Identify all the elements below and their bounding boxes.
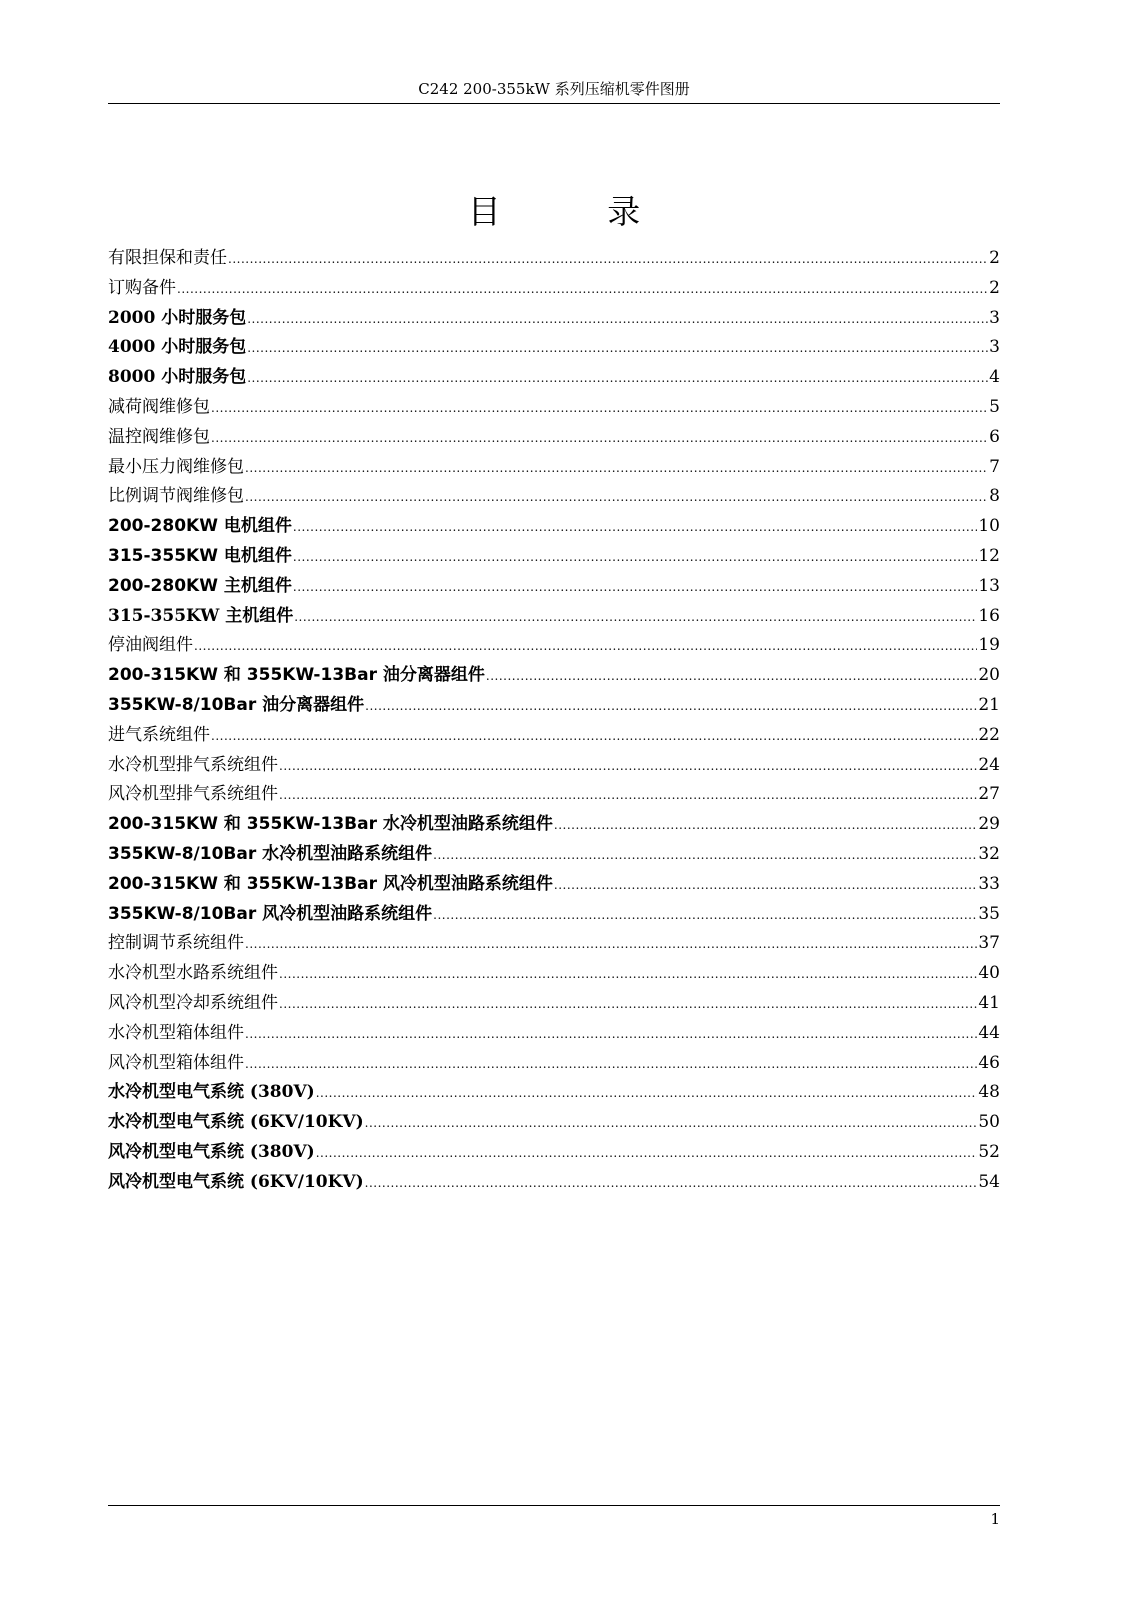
toc-entry[interactable] [108, 601, 1000, 631]
toc-entry-page: 27 [978, 784, 1000, 805]
toc-entry[interactable] [108, 481, 1000, 511]
toc-entry-label: 风冷机型排气系统组件 [108, 784, 278, 805]
toc-entry-page: 19 [978, 635, 1000, 656]
toc-dot-leader [245, 1027, 977, 1041]
table-of-contents [108, 243, 1000, 1197]
toc-entry-label: 2000 小时服务包 [108, 307, 247, 328]
toc-entry-label: 订购备件 [108, 277, 176, 298]
toc-entry-label: 风冷机型箱体组件 [108, 1052, 244, 1073]
toc-dot-leader [316, 1146, 978, 1160]
toc-entry-page: 21 [978, 694, 1000, 715]
toc-entry-label: 水冷机型箱体组件 [108, 1022, 244, 1043]
toc-entry[interactable] [108, 362, 1000, 392]
toc-dot-leader [293, 550, 977, 564]
toc-dot-leader [245, 490, 988, 504]
toc-entry[interactable] [108, 1048, 1000, 1078]
toc-dot-leader [279, 967, 977, 981]
toc-dot-leader [245, 937, 977, 951]
toc-entry-label: 温控阀维修包 [108, 426, 210, 447]
toc-entry[interactable] [108, 1167, 1000, 1197]
toc-entry-label: 4000 小时服务包 [108, 337, 247, 358]
toc-dot-leader [245, 1057, 977, 1071]
toc-entry-label: 最小压力阀维修包 [108, 456, 244, 477]
toc-entry-label: 进气系统组件 [108, 724, 210, 745]
toc-entry-page: 35 [978, 903, 1000, 924]
toc-entry-label: 停油阀组件 [108, 635, 193, 656]
toc-entry-page: 10 [978, 516, 1000, 537]
toc-entry-label: 水冷机型排气系统组件 [108, 754, 278, 775]
toc-entry-page: 16 [978, 605, 1000, 626]
toc-entry-label: 减荷阀维修包 [108, 396, 210, 417]
toc-entry-page: 2 [989, 277, 1000, 298]
running-header: C242 200-355kW 系列压缩机零件图册 [418, 80, 690, 98]
toc-entry-label: 200-280KW 电机组件 [108, 516, 292, 537]
toc-entry-label: 有限担保和责任 [108, 248, 227, 268]
toc-entry-label: 200-280KW 主机组件 [108, 575, 292, 596]
toc-entry-label: 315-355KW 主机组件 [108, 605, 294, 626]
toc-entry[interactable] [108, 899, 1000, 929]
toc-dot-leader [554, 878, 977, 892]
toc-entry-page: 8 [989, 486, 1000, 507]
toc-entry[interactable] [108, 779, 1000, 809]
toc-dot-leader [228, 252, 988, 266]
toc-dot-leader [279, 759, 977, 773]
toc-entry-page: 40 [978, 963, 1000, 984]
toc-entry-page: 33 [978, 873, 1000, 894]
toc-dot-leader [247, 312, 988, 326]
toc-dot-leader [365, 1116, 978, 1130]
toc-dot-leader [554, 818, 977, 832]
toc-entry[interactable] [108, 988, 1000, 1018]
toc-entry[interactable] [108, 511, 1000, 541]
toc-entry-page: 22 [978, 724, 1000, 745]
footer-divider [108, 1505, 1000, 1506]
toc-entry-label: 8000 小时服务包 [108, 367, 247, 388]
toc-entry-page: 52 [978, 1141, 1000, 1162]
toc-entry-label: 355KW-8/10Bar 风冷机型油路系统组件 [108, 903, 433, 924]
toc-entry-label: 水冷机型电气系统 (6KV/10KV) [108, 1112, 364, 1133]
toc-entry[interactable] [108, 571, 1000, 601]
toc-entry-page: 50 [978, 1112, 1000, 1133]
toc-entry-label: 355KW-8/10Bar 油分离器组件 [108, 694, 365, 715]
toc-dot-leader [211, 729, 977, 743]
toc-dot-leader [279, 997, 977, 1011]
toc-entry[interactable] [108, 809, 1000, 839]
toc-entry[interactable] [108, 720, 1000, 750]
toc-entry-label: 水冷机型电气系统 (380V) [108, 1082, 315, 1103]
toc-entry[interactable] [108, 303, 1000, 333]
toc-entry[interactable] [108, 452, 1000, 482]
toc-entry-label: 200-315KW 和 355KW-13Bar 风冷机型油路系统组件 [108, 873, 553, 894]
toc-entry-label: 比例调节阀维修包 [108, 486, 244, 507]
toc-dot-leader [486, 669, 977, 683]
toc-entry-page: 37 [978, 933, 1000, 954]
toc-dot-leader [194, 639, 977, 653]
toc-dot-leader [365, 1176, 978, 1190]
toc-title: 目 录 [467, 192, 689, 231]
toc-entry[interactable] [108, 660, 1000, 690]
toc-entry-page: 5 [989, 396, 1000, 417]
toc-entry[interactable] [108, 1137, 1000, 1167]
toc-entry[interactable] [108, 422, 1000, 452]
toc-entry-label: 风冷机型冷却系统组件 [108, 992, 278, 1013]
toc-entry-page: 3 [989, 337, 1000, 358]
toc-entry-page: 7 [989, 456, 1000, 477]
toc-entry[interactable] [108, 392, 1000, 422]
toc-dot-leader [211, 431, 988, 445]
toc-entry[interactable] [108, 869, 1000, 899]
toc-dot-leader [177, 282, 988, 296]
toc-entry-page: 4 [989, 367, 1000, 388]
toc-dot-leader [433, 908, 977, 922]
toc-dot-leader [293, 520, 977, 534]
toc-entry-page: 6 [989, 426, 1000, 447]
toc-entry-page: 46 [978, 1052, 1000, 1073]
toc-entry-label: 风冷机型电气系统 (6KV/10KV) [108, 1171, 364, 1192]
toc-entry-label: 水冷机型水路系统组件 [108, 963, 278, 984]
toc-entry[interactable] [108, 332, 1000, 362]
toc-entry-page: 2 [989, 248, 1000, 268]
toc-entry[interactable] [108, 839, 1000, 869]
toc-entry-page: 32 [978, 843, 1000, 864]
toc-dot-leader [316, 1086, 978, 1100]
toc-entry-page: 44 [978, 1022, 1000, 1043]
toc-entry-page: 13 [978, 575, 1000, 596]
toc-dot-leader [247, 341, 988, 355]
toc-entry[interactable] [108, 1077, 1000, 1107]
toc-entry-page: 20 [978, 665, 1000, 686]
toc-dot-leader [245, 461, 988, 475]
toc-entry[interactable] [108, 750, 1000, 780]
toc-entry-page: 3 [989, 307, 1000, 328]
toc-entry[interactable] [108, 1107, 1000, 1137]
toc-dot-leader [365, 699, 977, 713]
toc-entry-page: 41 [978, 992, 1000, 1013]
toc-entry[interactable] [108, 630, 1000, 660]
toc-dot-leader [293, 580, 977, 594]
toc-entry[interactable] [108, 928, 1000, 958]
toc-entry-page: 54 [978, 1171, 1000, 1192]
toc-entry[interactable] [108, 690, 1000, 720]
toc-entry[interactable] [108, 273, 1000, 303]
toc-dot-leader [279, 788, 977, 802]
toc-entry[interactable] [108, 541, 1000, 571]
toc-dot-leader [247, 371, 988, 385]
toc-entry-label: 315-355KW 电机组件 [108, 545, 292, 566]
toc-entry-label: 风冷机型电气系统 (380V) [108, 1141, 315, 1162]
toc-entry-label: 控制调节系统组件 [108, 933, 244, 954]
toc-entry[interactable] [108, 243, 1000, 273]
header-divider [108, 103, 1000, 104]
toc-entry-page: 12 [978, 545, 1000, 566]
toc-entry-label: 355KW-8/10Bar 水冷机型油路系统组件 [108, 843, 433, 864]
toc-entry[interactable] [108, 958, 1000, 988]
toc-entry-page: 24 [978, 754, 1000, 775]
toc-entry-label: 200-315KW 和 355KW-13Bar 油分离器组件 [108, 665, 485, 686]
toc-entry[interactable] [108, 1018, 1000, 1048]
toc-entry-label: 200-315KW 和 355KW-13Bar 水冷机型油路系统组件 [108, 814, 553, 835]
toc-entry-page: 48 [978, 1082, 1000, 1103]
toc-dot-leader [294, 610, 977, 624]
toc-dot-leader [211, 401, 988, 415]
toc-entry-page: 29 [978, 814, 1000, 835]
page-number: 1 [990, 1510, 1000, 1528]
toc-dot-leader [433, 848, 977, 862]
